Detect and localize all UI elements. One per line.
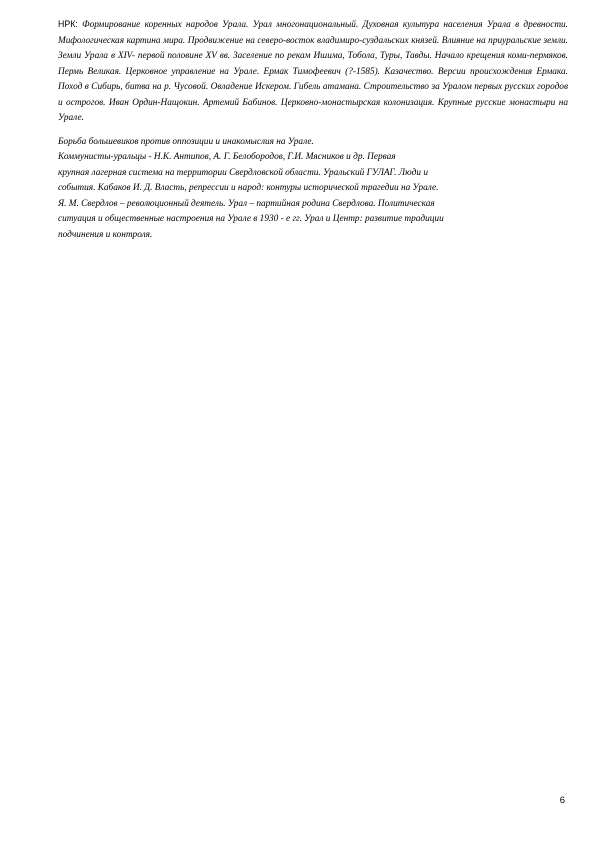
- paragraph-line: Борьба большевиков против оппозиции и инакомыслия на Урале.: [58, 136, 314, 147]
- paragraph-line: Коммунисты-уральцы - Н.К. Антипов, А. Г. Белобородов, Г.И. Мясников и др. Первая: [58, 152, 396, 162]
- paragraph-line: подчинения и контроля.: [58, 229, 153, 240]
- page-number: 6: [559, 795, 565, 806]
- paragraph-text: Формирование коренных народов Урала. Урал многонациональный. Духовная культура населения Урала в древности. Мифологическая картина мира. Продвижение на северо-восток владимиро-суздальских князей. Влияние на приуральские земли. Земли Урала в XIV- первой половине XV вв. Заселение по рекам Ишима, Тобола, Туры, Тавды. Начало крещения коми-пермяков. Пермь Великая. Церковное управление на Урале. Ермак Тимофеевич (?-1585). Казачество. Версии происхождения Ермака. Поход в Сибирь, битва на р. Чусовой. Овладение Искером. Гибель атамана. Строительство за Уралом первых русских городов и острогов. Иван Ордин-Нащокин. Артемий Бабинов. Церковно-монастырская колонизация. Крупные русские монастыри на Урале.: [58, 20, 569, 123]
- paragraph-topics-soviet-period: [58, 135, 568, 244]
- paragraph-line: Я. М. Свердлов – революционный деятель. Урал – партийная родина Свердлова. Политическая: [58, 198, 435, 209]
- paragraph-line: крупная лагерная система на территории Свердловской области. Уральский ГУЛАГ. Люди и: [58, 167, 428, 178]
- paragraph-topics-early-history: [58, 17, 568, 127]
- paragraph-line: ситуация и общественные настроения на Урале в 1930 - е гг. Урал и Центр: развитие традиции: [58, 214, 444, 224]
- section-label: НРК:: [58, 19, 78, 29]
- paragraph-line: события. Кабаков И. Д. Власть, репрессии и народ: контуры исторической трагедии на Урале.: [58, 183, 439, 193]
- document-body: [58, 17, 568, 243]
